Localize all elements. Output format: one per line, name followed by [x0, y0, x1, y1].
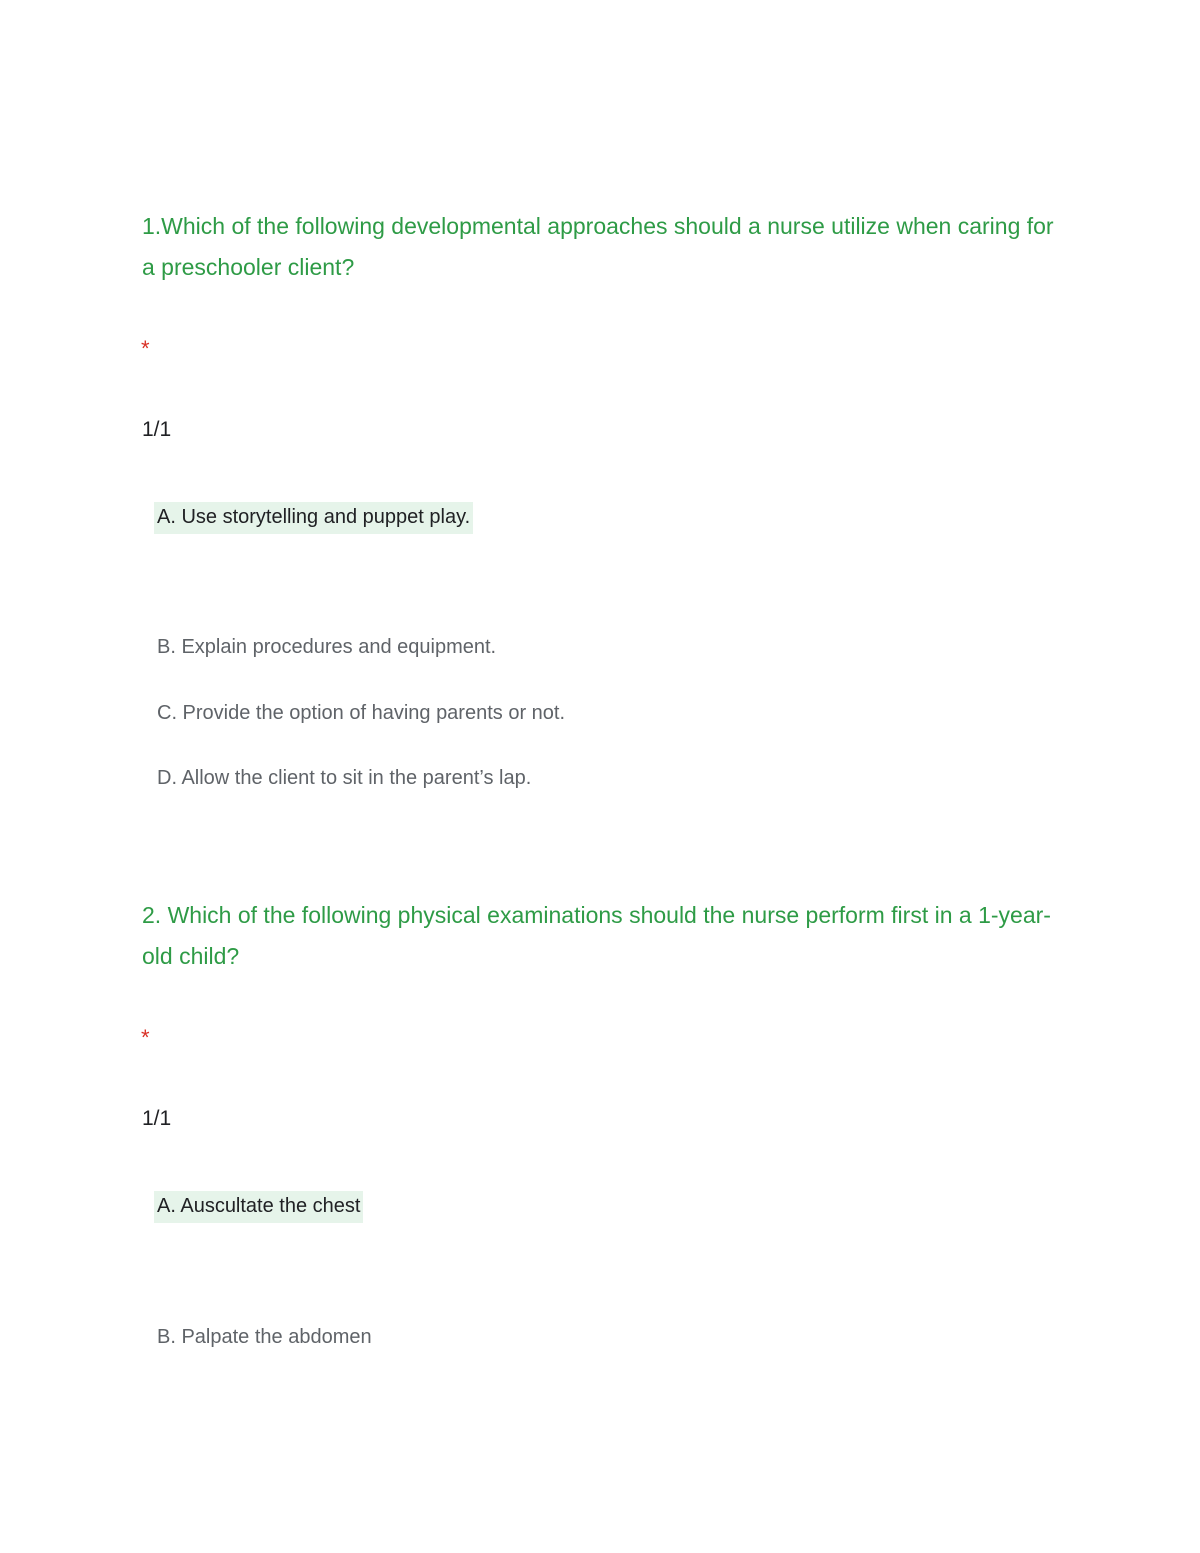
question-1-text: 1.Which of the following developmental approaches should a nurse utilize when caring for a preschooler client? [142, 213, 1054, 280]
question-1-required-mark: * [141, 336, 150, 361]
question-1-option-a-correct[interactable]: A. Use storytelling and puppet play. [154, 502, 473, 534]
question-2-option-b[interactable]: B. Palpate the abdomen [157, 1326, 372, 1348]
question-1-option-b[interactable]: B. Explain procedures and equipment. [157, 636, 497, 658]
question-1-score: 1/1 [142, 418, 172, 441]
question-1-option-d[interactable]: D. Allow the client to sit in the parent’s lap. [157, 767, 532, 789]
question-1-option-c[interactable]: C. Provide the option of having parents or not. [157, 702, 566, 724]
question-2-score: 1/1 [142, 1107, 172, 1130]
question-2-required-mark: * [141, 1025, 150, 1050]
question-2-option-a-correct[interactable]: A. Auscultate the chest [154, 1191, 363, 1223]
question-2-text: 2. Which of the following physical examinations should the nurse perform first in a 1-year-old child? [142, 902, 1051, 969]
